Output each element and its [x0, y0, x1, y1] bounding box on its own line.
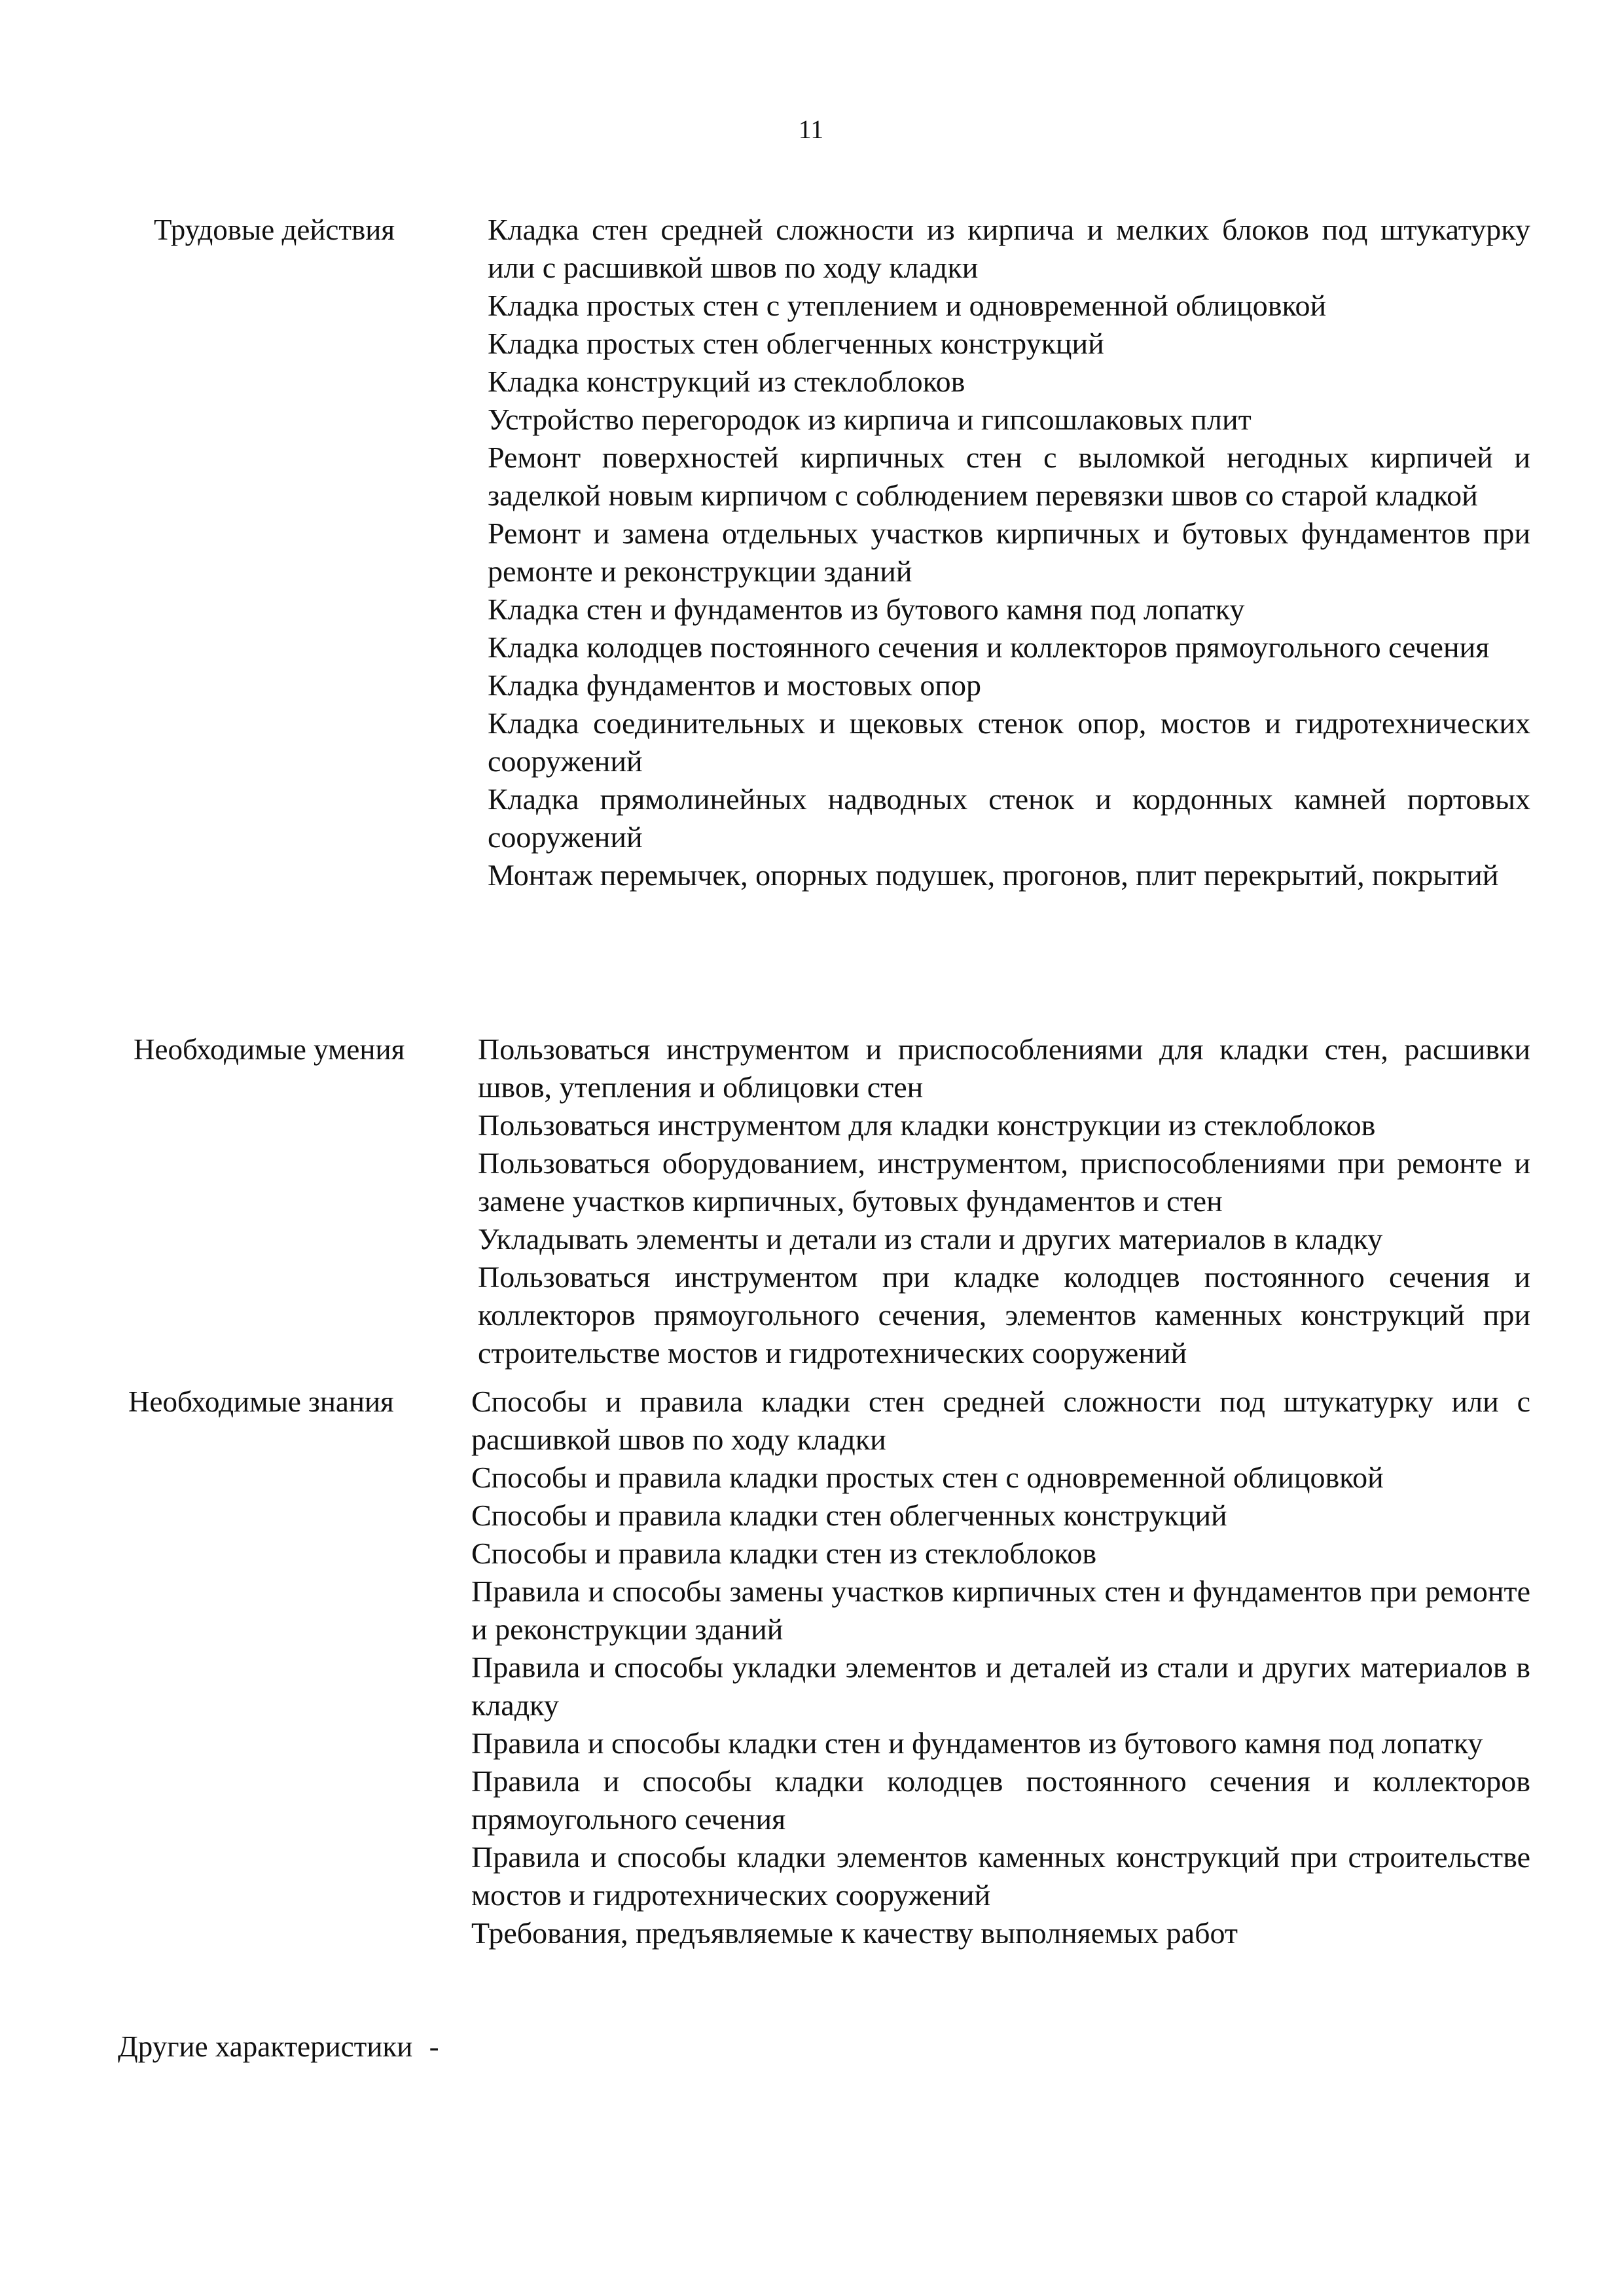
list-item: Правила и способы укладки элементов и деталей из стали и других материалов в кладку [471, 1650, 1530, 1722]
list-item: Способы и правила кладки стен средней сложности под штукатурку или с расшивкой швов по ходу кладки [471, 1385, 1530, 1456]
section-items [471, 1383, 1530, 1952]
list-item: Кладка простых стен облегченных конструкций [488, 327, 1104, 360]
list-item: Монтаж перемычек, опорных подушек, прогонов, плит перекрытий, покрытий [488, 858, 1499, 892]
list-item: Кладка стен средней сложности из кирпича и мелких блоков под штукатурку или с расшивкой швов по ходу кладки [488, 213, 1530, 284]
section-items [478, 1030, 1530, 1372]
other-characteristics-label: Другие характеристики [118, 2030, 413, 2063]
list-item: Кладка простых стен с утеплением и одновременной облицовкой [488, 289, 1327, 322]
list-item: Способы и правила кладки стен облегченных конструкций [471, 1499, 1227, 1532]
list-item: Правила и способы кладки стен и фундаментов из бутового камня под лопатку [471, 1726, 1483, 1760]
list-item: Пользоваться оборудованием, инструментом, приспособлениями при ремонте и замене участков кирпичных, бутовых фундаментов и стен [478, 1146, 1530, 1218]
list-item: Способы и правила кладки стен из стеклоблоков [471, 1537, 1097, 1570]
list-item: Кладка колодцев постоянного сечения и коллекторов прямоугольного сечения [488, 630, 1490, 664]
list-item: Требования, предъявляемые к качеству выполняемых работ [471, 1916, 1238, 1950]
list-item: Кладка прямолинейных надводных стенок и кордонных камней портовых сооружений [488, 782, 1530, 854]
page-number: 11 [798, 115, 824, 144]
section-items [488, 211, 1530, 894]
list-item: Кладка соединительных и щековых стенок опор, мостов и гидротехнических сооружений [488, 706, 1530, 778]
list-item: Способы и правила кладки простых стен с одновременной облицовкой [471, 1461, 1384, 1494]
list-item: Ремонт и замена отдельных участков кирпичных и бутовых фундаментов при ремонте и реконструкции зданий [488, 517, 1530, 588]
list-item: Устройство перегородок из кирпича и гипсошлаковых плит [488, 403, 1252, 436]
other-characteristics-value: - [429, 2030, 439, 2063]
list-item: Кладка стен и фундаментов из бутового камня под лопатку [488, 592, 1245, 626]
other-characteristics [118, 2028, 439, 2066]
list-item: Укладывать элементы и детали из стали и других материалов в кладку [478, 1222, 1383, 1256]
list-item: Пользоваться инструментом для кладки конструкции из стеклоблоков [478, 1108, 1376, 1142]
list-item: Правила и способы кладки колодцев постоянного сечения и коллекторов прямоугольного сечения [471, 1764, 1530, 1836]
section-label: Необходимые умения [134, 1033, 405, 1066]
section-label: Необходимые знания [128, 1385, 394, 1418]
list-item: Пользоваться инструментом и приспособлениями для кладки стен, расшивки швов, утепления и облицовки стен [478, 1032, 1530, 1104]
list-item: Кладка фундаментов и мостовых опор [488, 668, 982, 702]
list-item: Кладка конструкций из стеклоблоков [488, 365, 965, 398]
section-label: Трудовые действия [154, 213, 395, 246]
list-item: Правила и способы кладки элементов каменных конструкций при строительстве мостов и гидротехнических сооружений [471, 1840, 1530, 1912]
list-item: Ремонт поверхностей кирпичных стен с выломкой негодных кирпичей и заделкой новым кирпичом с соблюдением перевязки швов со старой кладкой [488, 441, 1530, 512]
list-item: Пользоваться инструментом при кладке колодцев постоянного сечения и коллекторов прямоугольного сечения, элементов каменных конструкций при строительстве мостов и гидротехнических сооружений [478, 1260, 1530, 1370]
list-item: Правила и способы замены участков кирпичных стен и фундаментов при ремонте и реконструкции зданий [471, 1575, 1530, 1646]
